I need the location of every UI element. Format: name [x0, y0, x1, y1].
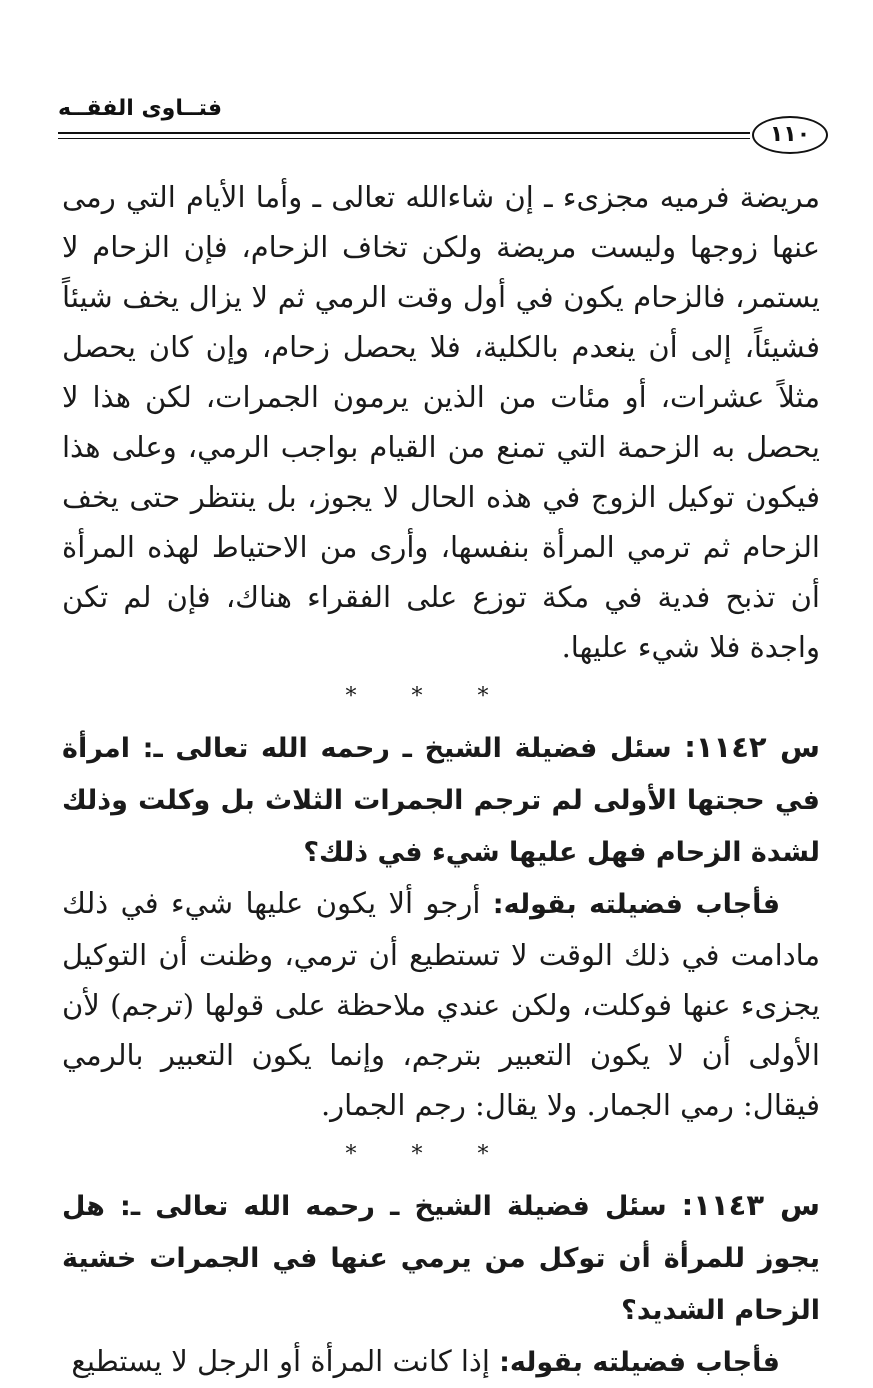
answer-label: فأجاب فضيلته بقوله:: [499, 1347, 780, 1378]
question-1142: [62, 722, 820, 878]
question-number: س ١١٤٢:: [684, 730, 821, 764]
header-rule-thin: [58, 138, 750, 139]
page-number: ١١٠: [752, 116, 828, 154]
section-separator: * * *: [345, 1142, 513, 1167]
answer-1143: [62, 1336, 820, 1388]
question-1143: [62, 1180, 820, 1336]
section-separator: * * *: [345, 684, 513, 709]
answer-text: أرجو ألا يكون عليها شيء في ذلك مادامت في ذلك الوقت لا تستطيع أن ترمي، وظنت أن التوكيل يجزىء عنها فوكلت، ولكن عندي ملاحظة على قولها (ترجم) لأن الأولى أن لا يكون التعبير بترجم، وإنما يكون التعبير بالرمي فيقال: رمي الجمار. ولا يقال: رجم الجمار.: [62, 886, 820, 1122]
question-text: سئل فضيلة الشيخ ـ رحمه الله تعالى ـ: امرأة في حجتها الأولى لم ترجم الجمرات الثلاث بل وكلت وذلك لشدة الزحام فهل عليها شيء في ذلك؟: [62, 733, 820, 868]
paragraph-continuation: مريضة فرميه مجزىء ـ إن شاءالله تعالى ـ وأما الأيام التي رمى عنها زوجها وليست مريضة ولكن تخاف الزحام، فإن الزحام لا يستمر، فالزحام يكون في أول وقت الرمي ثم لا يزال يخف شيئاً فشيئاً، إلى أن ينعدم بالكلية، فلا يحصل زحام، وإن كان يحصل مثلاً عشرات، أو مئات من الذين يرمون الجمرات، لكن هذا لا يحصل به الزحمة التي تمنع من القيام بواجب الرمي، وعلى هذا فيكون توكيل الزوج في هذه الحال لا يجوز، بل ينتظر حتى يخف الزحام ثم ترمي المرأة بنفسها، وأرى من الاحتياط لهذه المرأة أن تذبح فدية في مكة توزع على الفقراء هناك، فإن لم تكن واجدة فلا شيء عليها.: [62, 180, 820, 664]
question-text: سئل فضيلة الشيخ ـ رحمه الله تعالى ـ: هل يجوز للمرأة أن توكل من يرمي عنها في الجمرات خشية الزحام الشديد؟: [62, 1191, 820, 1326]
book-title: فتــاوى الفقــه: [58, 96, 223, 121]
answer-text: إذا كانت المرأة أو الرجل لا يستطيع: [71, 1344, 490, 1378]
page-header: [58, 96, 828, 166]
answer-label: فأجاب فضيلته بقوله:: [492, 889, 780, 920]
answer-1142: [62, 878, 820, 1130]
header-rule-thick: [58, 132, 750, 134]
question-number: س ١١٤٣:: [681, 1188, 821, 1222]
page-content: [62, 172, 820, 1388]
